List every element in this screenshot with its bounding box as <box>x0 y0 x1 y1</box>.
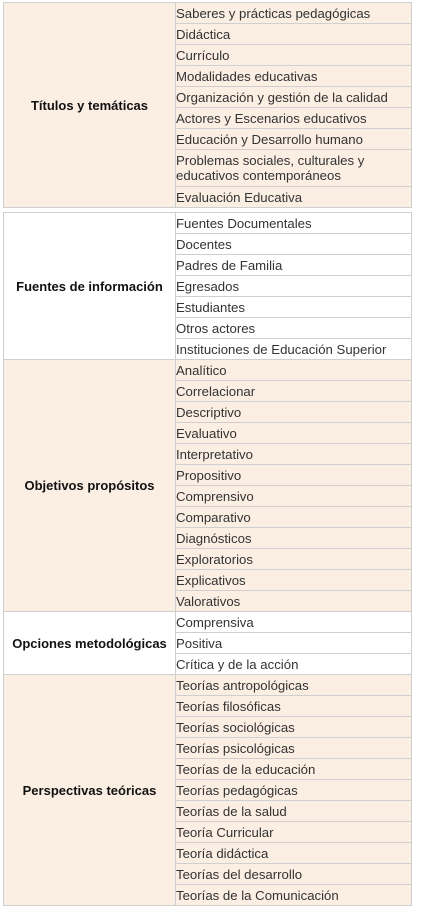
categories-table <box>3 2 412 906</box>
list-item: Comparativo <box>176 507 412 528</box>
table-row <box>4 675 412 696</box>
table-row <box>4 612 412 633</box>
list-item: Instituciones de Educación Superior <box>176 339 412 360</box>
list-item: Didáctica <box>176 24 412 45</box>
list-item: Interpretativo <box>176 444 412 465</box>
list-item: Teorías de la salud <box>176 801 412 822</box>
list-item: Teorías de la Comunicación <box>176 885 412 906</box>
list-item: Organización y gestión de la calidad <box>176 87 412 108</box>
list-item: Otros actores <box>176 318 412 339</box>
list-item: Exploratorios <box>176 549 412 570</box>
list-item: Descriptivo <box>176 402 412 423</box>
list-item: Crítica y de la acción <box>176 654 412 675</box>
list-item: Comprensivo <box>176 486 412 507</box>
list-item: Modalidades educativas <box>176 66 412 87</box>
list-item: Actores y Escenarios educativos <box>176 108 412 129</box>
category-titulos-tematicas: Títulos y temáticas <box>4 3 176 208</box>
category-objetivos-propositos: Objetivos propósitos <box>4 360 176 612</box>
list-item: Teorías de la educación <box>176 759 412 780</box>
list-item: Docentes <box>176 234 412 255</box>
list-item: Teorías sociológicas <box>176 717 412 738</box>
list-item: Teorías pedagógicas <box>176 780 412 801</box>
category-perspectivas-teoricas: Perspectivas teóricas <box>4 675 176 906</box>
list-item: Educación y Desarrollo humano <box>176 129 412 150</box>
list-item: Teoría Curricular <box>176 822 412 843</box>
list-item: Egresados <box>176 276 412 297</box>
list-item: Evaluativo <box>176 423 412 444</box>
list-item: Saberes y prácticas pedagógicas <box>176 3 412 24</box>
list-item: Explicativos <box>176 570 412 591</box>
list-item: Problemas sociales, culturales y educativos contemporáneos <box>176 150 412 187</box>
list-item: Teorías antropológicas <box>176 675 412 696</box>
list-item: Teorías del desarrollo <box>176 864 412 885</box>
category-opciones-metodologicas: Opciones metodológicas <box>4 612 176 675</box>
table-row <box>4 213 412 234</box>
list-item: Evaluación Educativa <box>176 187 412 208</box>
list-item: Teorías filosóficas <box>176 696 412 717</box>
list-item: Teorías psicológicas <box>176 738 412 759</box>
list-item: Diagnósticos <box>176 528 412 549</box>
list-item: Fuentes Documentales <box>176 213 412 234</box>
list-item: Positiva <box>176 633 412 654</box>
list-item: Padres de Familia <box>176 255 412 276</box>
category-fuentes-informacion: Fuentes de información <box>4 213 176 360</box>
list-item: Comprensiva <box>176 612 412 633</box>
list-item: Propositivo <box>176 465 412 486</box>
list-item: Estudiantes <box>176 297 412 318</box>
list-item: Teoría didáctica <box>176 843 412 864</box>
list-item: Currículo <box>176 45 412 66</box>
table-row <box>4 3 412 24</box>
list-item: Analítico <box>176 360 412 381</box>
table-row <box>4 360 412 381</box>
list-item: Valorativos <box>176 591 412 612</box>
list-item: Correlacionar <box>176 381 412 402</box>
